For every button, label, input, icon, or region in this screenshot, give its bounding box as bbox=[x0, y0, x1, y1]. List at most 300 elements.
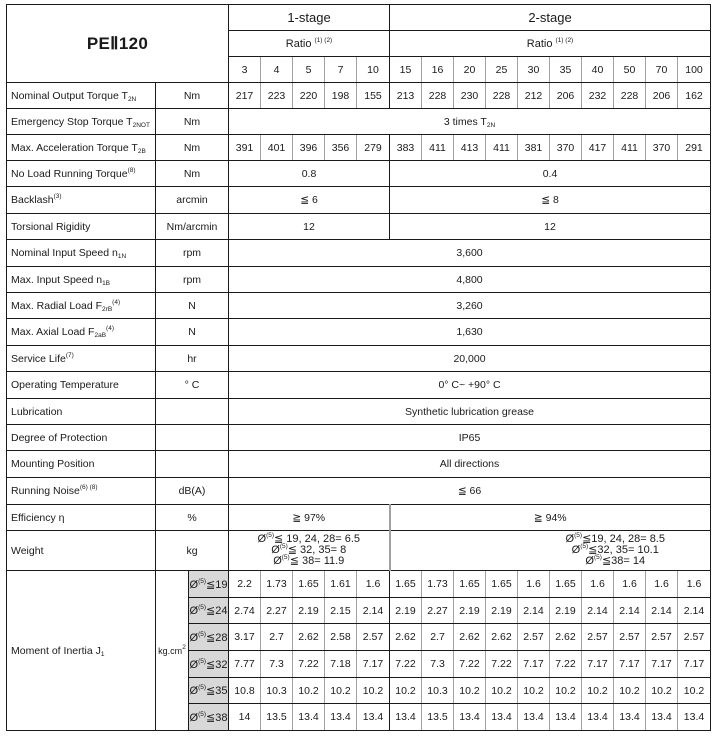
inertia-value-text: 2.14 bbox=[651, 604, 672, 617]
torsional-rigidity-label-text: Torsional Rigidity bbox=[11, 220, 91, 233]
inertia-value-text: 2.19 bbox=[459, 604, 480, 617]
max-acceleration-torque-value-text: 356 bbox=[331, 141, 350, 154]
moment-of-inertia-unit bbox=[156, 571, 189, 731]
ratio-4-text: 4 bbox=[273, 63, 280, 76]
inertia-value bbox=[486, 598, 518, 624]
subscript: 2NOT bbox=[132, 121, 150, 129]
efficiency-stage1-text: ≧ 97% bbox=[292, 511, 326, 524]
max-input-speed-label-text: Max. Input Speed n bbox=[11, 273, 103, 286]
service-life-label bbox=[7, 346, 156, 372]
operating-temperature-unit-text: ° C bbox=[184, 379, 200, 391]
ratio-50-text: 50 bbox=[623, 63, 636, 76]
backlash-stage2 bbox=[390, 187, 711, 214]
inertia-value bbox=[422, 571, 454, 598]
lubrication-label bbox=[7, 399, 156, 425]
ratio-30-text: 30 bbox=[527, 63, 540, 76]
nominal-output-torque-value bbox=[293, 83, 325, 109]
inertia-value-text: 2.14 bbox=[362, 604, 384, 617]
mounting-position-label-text: Mounting Position bbox=[11, 458, 95, 470]
max-axial-load-unit bbox=[156, 319, 229, 346]
inertia-value-text: 13.5 bbox=[266, 711, 287, 723]
max-input-speed-unit-text: rpm bbox=[182, 273, 202, 286]
inertia-value bbox=[582, 571, 614, 598]
inertia-value bbox=[486, 624, 518, 651]
nominal-output-torque-value-text: 206 bbox=[652, 89, 671, 102]
nominal-output-torque-value-text: 212 bbox=[524, 89, 543, 102]
inertia-value-text: 10.2 bbox=[362, 684, 384, 697]
ratio-20 bbox=[454, 57, 486, 83]
superscript: (5) bbox=[574, 532, 583, 539]
inertia-value-text: 10.8 bbox=[234, 684, 255, 697]
inertia-value bbox=[325, 651, 357, 678]
nominal-input-speed-value bbox=[229, 240, 711, 267]
inertia-value bbox=[582, 704, 614, 731]
inertia-value bbox=[422, 651, 454, 678]
inertia-value bbox=[454, 624, 486, 651]
ratio-20-text: 20 bbox=[463, 63, 476, 76]
ratio-40-text: 40 bbox=[591, 63, 604, 76]
inertia-value-text: 3.17 bbox=[234, 631, 255, 643]
inertia-value-text: 13.4 bbox=[651, 711, 672, 723]
model-title bbox=[7, 5, 229, 83]
nominal-output-torque-value-text: 228 bbox=[428, 89, 447, 102]
subscript: 1B bbox=[102, 279, 111, 287]
inertia-value bbox=[518, 571, 550, 598]
table-row bbox=[7, 214, 711, 240]
inertia-value-text: 10.2 bbox=[298, 684, 319, 697]
inertia-value bbox=[454, 571, 486, 598]
weight-stage2 bbox=[390, 531, 711, 571]
max-acceleration-torque-value bbox=[454, 135, 486, 161]
efficiency-unit-text: % bbox=[187, 511, 197, 524]
superscript: (5) bbox=[198, 577, 207, 585]
degree-of-protection-value bbox=[229, 425, 711, 451]
spec-table bbox=[6, 4, 711, 731]
inertia-value bbox=[486, 571, 518, 598]
backlash-stage1 bbox=[229, 187, 390, 214]
nominal-input-speed-unit bbox=[156, 240, 229, 267]
inertia-value bbox=[357, 678, 390, 704]
diameter-symbol: Ø bbox=[189, 578, 199, 591]
max-radial-load-label bbox=[7, 293, 156, 319]
inertia-value-text: 2.14 bbox=[619, 604, 640, 617]
inertia-value bbox=[325, 571, 357, 598]
inertia-value bbox=[293, 598, 325, 624]
nominal-output-torque-value bbox=[422, 83, 454, 109]
table-row bbox=[7, 5, 711, 31]
inertia-value bbox=[582, 651, 614, 678]
backlash-stage1-text: ≦ 6 bbox=[300, 194, 318, 206]
max-acceleration-torque-unit bbox=[156, 135, 229, 161]
nominal-output-torque-value bbox=[518, 83, 550, 109]
inertia-value bbox=[390, 678, 422, 704]
inertia-value bbox=[454, 678, 486, 704]
inertia-value-text: 1.6 bbox=[654, 578, 669, 590]
inertia-value bbox=[550, 704, 582, 731]
subscript: 2aB bbox=[94, 332, 107, 339]
ratio-70-text: 70 bbox=[655, 63, 668, 76]
diameter-label bbox=[189, 704, 229, 731]
diameter-label bbox=[189, 624, 229, 651]
inertia-value-text: 10.2 bbox=[330, 684, 351, 697]
diameter-value: ≦28 bbox=[206, 631, 228, 644]
max-acceleration-torque-value bbox=[422, 135, 454, 161]
subscript: 2N bbox=[486, 121, 496, 129]
operating-temperature-label bbox=[7, 372, 156, 399]
efficiency-stage2-text: ≧ 94% bbox=[533, 511, 567, 524]
inertia-value-text: 13.4 bbox=[330, 711, 351, 723]
no-load-running-torque-stage2 bbox=[390, 161, 711, 187]
lubrication-value bbox=[229, 399, 711, 425]
superscript: (5) bbox=[198, 710, 207, 718]
inertia-value-text: 1.65 bbox=[555, 578, 576, 590]
inertia-value bbox=[293, 678, 325, 704]
nominal-output-torque-value bbox=[325, 83, 357, 109]
inertia-value-text: 13.4 bbox=[587, 711, 608, 723]
nominal-output-torque-value-text: 155 bbox=[364, 89, 382, 102]
ratio-header-stage1-text: Ratio bbox=[285, 37, 315, 50]
inertia-value bbox=[646, 704, 678, 731]
efficiency-unit bbox=[156, 505, 229, 531]
mounting-position-value bbox=[229, 451, 711, 478]
superscript: (5) bbox=[593, 554, 602, 561]
max-radial-load-unit-text: N bbox=[188, 299, 196, 312]
max-acceleration-torque-value-text: 391 bbox=[235, 141, 254, 154]
inertia-value bbox=[614, 624, 646, 651]
torsional-rigidity-stage1-text: 12 bbox=[303, 220, 315, 233]
inertia-value bbox=[486, 678, 518, 704]
nominal-output-torque-value bbox=[454, 83, 486, 109]
inertia-value bbox=[325, 598, 357, 624]
inertia-value bbox=[357, 598, 390, 624]
backlash-label-text: Backlash bbox=[11, 194, 54, 206]
weight-line bbox=[521, 556, 711, 567]
nominal-output-torque-unit bbox=[156, 83, 229, 109]
inertia-value bbox=[261, 598, 293, 624]
inertia-value-text: 2.14 bbox=[587, 604, 608, 617]
operating-temperature-value bbox=[229, 372, 711, 399]
diameter-value: ≦19 bbox=[206, 578, 228, 591]
max-acceleration-torque-value bbox=[518, 135, 550, 161]
max-acceleration-torque-unit-text: Nm bbox=[183, 141, 201, 154]
stage2-header bbox=[390, 5, 711, 31]
max-acceleration-torque-value bbox=[261, 135, 293, 161]
weight-stage1 bbox=[229, 531, 390, 571]
operating-temperature-value-text: 0° C~ +90° C bbox=[438, 379, 501, 391]
ratio-10-text: 10 bbox=[367, 63, 379, 76]
table-row bbox=[7, 109, 711, 135]
emergency-stop-torque-label bbox=[7, 109, 156, 135]
inertia-value bbox=[678, 598, 711, 624]
inertia-value bbox=[357, 571, 390, 598]
inertia-value bbox=[646, 651, 678, 678]
no-load-running-torque-stage1-text: 0.8 bbox=[301, 167, 317, 180]
diameter-symbol: Ø bbox=[189, 631, 199, 644]
nominal-output-torque-value bbox=[486, 83, 518, 109]
weight-text: ≦38= 14 bbox=[601, 555, 646, 567]
ratio-25-text: 25 bbox=[495, 63, 508, 76]
table-row bbox=[7, 346, 711, 372]
inertia-value-text: 1.6 bbox=[590, 578, 605, 590]
nominal-output-torque-value bbox=[614, 83, 646, 109]
weight-unit-text: kg bbox=[186, 544, 198, 557]
emergency-stop-torque-unit bbox=[156, 109, 229, 135]
max-acceleration-torque-value bbox=[646, 135, 678, 161]
diameter-symbol: Ø bbox=[271, 544, 280, 556]
inertia-value bbox=[229, 571, 261, 598]
inertia-value bbox=[293, 571, 325, 598]
max-acceleration-torque-value bbox=[550, 135, 582, 161]
max-input-speed-value-text: 4,800 bbox=[456, 273, 483, 286]
max-radial-load-label-text: Max. Radial Load F bbox=[11, 299, 103, 312]
ratio-40 bbox=[582, 57, 614, 83]
table-row bbox=[7, 451, 711, 478]
nominal-output-torque-value bbox=[646, 83, 678, 109]
ratio-15 bbox=[390, 57, 422, 83]
inertia-value bbox=[422, 704, 454, 731]
nominal-output-torque-value-text: 232 bbox=[588, 89, 607, 102]
lubrication-label-text: Lubrication bbox=[11, 405, 63, 418]
inertia-value-text: 2.7 bbox=[269, 631, 284, 643]
superscript: (5) bbox=[281, 554, 290, 561]
max-acceleration-torque-value-text: 370 bbox=[652, 141, 671, 154]
max-acceleration-torque-value-text: 411 bbox=[621, 141, 638, 154]
service-life-value-text: 20,000 bbox=[453, 352, 486, 365]
inertia-value bbox=[229, 651, 261, 678]
inertia-value bbox=[614, 651, 646, 678]
diameter-value: ≦24 bbox=[206, 605, 228, 617]
inertia-value-text: 2.62 bbox=[555, 631, 576, 643]
max-axial-load-unit-text: N bbox=[188, 326, 196, 338]
diameter-value: ≦38 bbox=[206, 711, 228, 724]
emergency-stop-torque-value-text: 3 times T bbox=[443, 115, 487, 128]
nominal-input-speed-label-text: Nominal Input Speed n bbox=[11, 247, 118, 259]
inertia-value-text: 2.19 bbox=[555, 604, 576, 617]
ratio-70 bbox=[646, 57, 678, 83]
diameter-symbol: Ø bbox=[189, 685, 199, 697]
inertia-value-text: 2.57 bbox=[683, 631, 705, 643]
service-life-value bbox=[229, 346, 711, 372]
no-load-running-torque-stage2-text: 0.4 bbox=[542, 167, 558, 180]
inertia-value bbox=[261, 624, 293, 651]
diameter-symbol: Ø bbox=[565, 533, 575, 545]
torsional-rigidity-unit bbox=[156, 214, 229, 240]
inertia-value bbox=[261, 704, 293, 731]
table-row bbox=[7, 478, 711, 505]
max-acceleration-torque-value-text: 413 bbox=[460, 141, 479, 154]
inertia-value bbox=[422, 624, 454, 651]
inertia-value-text: 14 bbox=[238, 711, 251, 723]
inertia-value-text: 10.2 bbox=[491, 684, 512, 697]
inertia-value-text: 7.17 bbox=[683, 658, 705, 670]
nominal-output-torque-value bbox=[261, 83, 293, 109]
inertia-value bbox=[486, 704, 518, 731]
inertia-value bbox=[229, 704, 261, 731]
superscript: 2 bbox=[182, 643, 186, 651]
inertia-value-text: 10.2 bbox=[651, 684, 672, 697]
max-acceleration-torque-value bbox=[582, 135, 614, 161]
weight-text: ≦ 38= 11.9 bbox=[289, 555, 345, 567]
superscript: (3) bbox=[53, 193, 62, 200]
torsional-rigidity-label bbox=[7, 214, 156, 240]
inertia-value bbox=[614, 571, 646, 598]
nominal-output-torque-value bbox=[390, 83, 422, 109]
inertia-value bbox=[582, 678, 614, 704]
mounting-position-label bbox=[7, 451, 156, 478]
max-acceleration-torque-label-text: Max. Acceleration Torque T bbox=[11, 141, 138, 154]
diameter-symbol: Ø bbox=[585, 555, 594, 567]
inertia-value-text: 7.17 bbox=[523, 658, 544, 670]
inertia-value bbox=[614, 704, 646, 731]
inertia-value bbox=[422, 678, 454, 704]
max-acceleration-torque-value-text: 401 bbox=[267, 141, 286, 154]
efficiency-label-text: Efficiency η bbox=[11, 511, 65, 524]
max-acceleration-torque-value-text: 279 bbox=[364, 141, 382, 154]
table-row bbox=[7, 372, 711, 399]
table-row bbox=[7, 399, 711, 425]
inertia-value bbox=[293, 624, 325, 651]
inertia-value-text: 7.22 bbox=[555, 658, 576, 670]
inertia-value-text: 1.6 bbox=[622, 578, 637, 590]
inertia-value-text: 2.19 bbox=[491, 604, 512, 617]
inertia-value-text: 10.2 bbox=[683, 684, 705, 697]
subscript: 2rB bbox=[102, 305, 113, 313]
nominal-output-torque-value bbox=[229, 83, 261, 109]
superscript: (7) bbox=[65, 351, 74, 359]
inertia-value bbox=[390, 704, 422, 731]
nominal-input-speed-label bbox=[7, 240, 156, 267]
max-acceleration-torque-value-text: 396 bbox=[299, 141, 318, 154]
lubrication-unit bbox=[156, 399, 229, 425]
table-row bbox=[7, 267, 711, 293]
nominal-output-torque-label-text: Nominal Output Torque T bbox=[11, 89, 128, 102]
ratio-header-stage2-text: Ratio bbox=[526, 37, 556, 50]
ratio-25 bbox=[486, 57, 518, 83]
inertia-value-text: 2.14 bbox=[683, 604, 705, 617]
inertia-value-text: 13.4 bbox=[491, 711, 512, 723]
inertia-value bbox=[229, 598, 261, 624]
torsional-rigidity-stage1 bbox=[229, 214, 390, 240]
nominal-output-torque-value-text: 198 bbox=[331, 89, 350, 102]
superscript: (1) (2) bbox=[314, 36, 333, 44]
no-load-running-torque-stage1 bbox=[229, 161, 390, 187]
inertia-value-text: 1.65 bbox=[491, 578, 512, 590]
inertia-value-text: 2.74 bbox=[234, 604, 255, 617]
inertia-value bbox=[422, 598, 454, 624]
ratio-header-stage1 bbox=[229, 31, 390, 57]
inertia-value-text: 10.2 bbox=[523, 684, 544, 697]
emergency-stop-torque-unit-text: Nm bbox=[183, 115, 201, 128]
ratio-35 bbox=[550, 57, 582, 83]
diameter-label bbox=[189, 651, 229, 678]
max-input-speed-value bbox=[229, 267, 711, 293]
inertia-value bbox=[390, 598, 422, 624]
inertia-value-text: 2.15 bbox=[330, 604, 351, 617]
inertia-value bbox=[550, 651, 582, 678]
inertia-value bbox=[518, 598, 550, 624]
inertia-value bbox=[614, 598, 646, 624]
degree-of-protection-label-text: Degree of Protection bbox=[11, 431, 108, 444]
max-axial-load-value bbox=[229, 319, 711, 346]
max-acceleration-torque-value-text: 411 bbox=[493, 141, 510, 154]
inertia-value bbox=[357, 651, 390, 678]
max-acceleration-torque-value bbox=[678, 135, 711, 161]
max-acceleration-torque-value bbox=[486, 135, 518, 161]
nominal-output-torque-value-text: 162 bbox=[685, 89, 703, 102]
diameter-symbol: Ø bbox=[189, 711, 199, 724]
weight-text: ≦19, 24, 28= 8.5 bbox=[582, 533, 665, 545]
inertia-value-text: 10.2 bbox=[619, 684, 640, 697]
stage2-header-text: 2-stage bbox=[528, 10, 572, 25]
inertia-value bbox=[550, 598, 582, 624]
inertia-value-text: 13.4 bbox=[619, 711, 640, 723]
inertia-value bbox=[325, 678, 357, 704]
inertia-value-text: 7.77 bbox=[234, 658, 255, 670]
diameter-label bbox=[189, 678, 229, 704]
nominal-output-torque-value-text: 223 bbox=[267, 89, 286, 102]
torsional-rigidity-stage2-text: 12 bbox=[544, 220, 556, 233]
inertia-value-text: 1.6 bbox=[365, 578, 381, 590]
inertia-value-text: 2.27 bbox=[427, 604, 448, 617]
nominal-output-torque-value-text: 206 bbox=[556, 89, 575, 102]
nominal-output-torque-value-text: 213 bbox=[396, 89, 415, 102]
diameter-symbol: Ø bbox=[189, 605, 199, 617]
ratio-3 bbox=[229, 57, 261, 83]
no-load-running-torque-unit-text: Nm bbox=[183, 167, 201, 180]
inertia-value bbox=[454, 598, 486, 624]
nominal-output-torque-unit-text: Nm bbox=[183, 89, 201, 102]
inertia-value-text: 10.2 bbox=[587, 684, 608, 697]
superscript: (4) bbox=[112, 298, 121, 306]
torsional-rigidity-stage2 bbox=[390, 214, 711, 240]
superscript: (5) bbox=[580, 543, 589, 550]
table-row bbox=[7, 571, 711, 598]
diameter-symbol: Ø bbox=[189, 658, 199, 671]
mounting-position-value-text: All directions bbox=[439, 458, 500, 470]
max-acceleration-torque-value bbox=[229, 135, 261, 161]
subscript: 1N bbox=[117, 253, 127, 260]
stage1-header bbox=[229, 5, 390, 31]
moment-of-inertia-unit-text: kg.cm bbox=[158, 645, 183, 656]
table-row bbox=[7, 187, 711, 214]
ratio-4 bbox=[261, 57, 293, 83]
inertia-value bbox=[518, 651, 550, 678]
inertia-value-text: 1.65 bbox=[459, 578, 480, 590]
ratio-5 bbox=[293, 57, 325, 83]
max-input-speed-label bbox=[7, 267, 156, 293]
max-radial-load-value-text: 3,260 bbox=[456, 299, 483, 312]
superscript: (1) (2) bbox=[555, 36, 574, 44]
superscript: (8) bbox=[127, 166, 136, 174]
table-row bbox=[7, 505, 711, 531]
table-row bbox=[7, 135, 711, 161]
ratio-50 bbox=[614, 57, 646, 83]
max-acceleration-torque-value bbox=[357, 135, 390, 161]
torsional-rigidity-unit-text: Nm/arcmin bbox=[166, 220, 218, 233]
inertia-value-text: 7.22 bbox=[459, 658, 480, 670]
diameter-symbol: Ø bbox=[257, 533, 267, 545]
no-load-running-torque-label bbox=[7, 161, 156, 187]
superscript: (5) bbox=[279, 543, 288, 550]
inertia-value bbox=[646, 571, 678, 598]
max-input-speed-unit bbox=[156, 267, 229, 293]
inertia-value-text: 13.4 bbox=[523, 711, 544, 723]
inertia-value-text: 1.61 bbox=[330, 578, 351, 590]
max-acceleration-torque-value-text: 370 bbox=[556, 141, 575, 154]
superscript: (5) bbox=[198, 604, 207, 611]
inertia-value bbox=[325, 624, 357, 651]
superscript: (5) bbox=[198, 657, 207, 665]
